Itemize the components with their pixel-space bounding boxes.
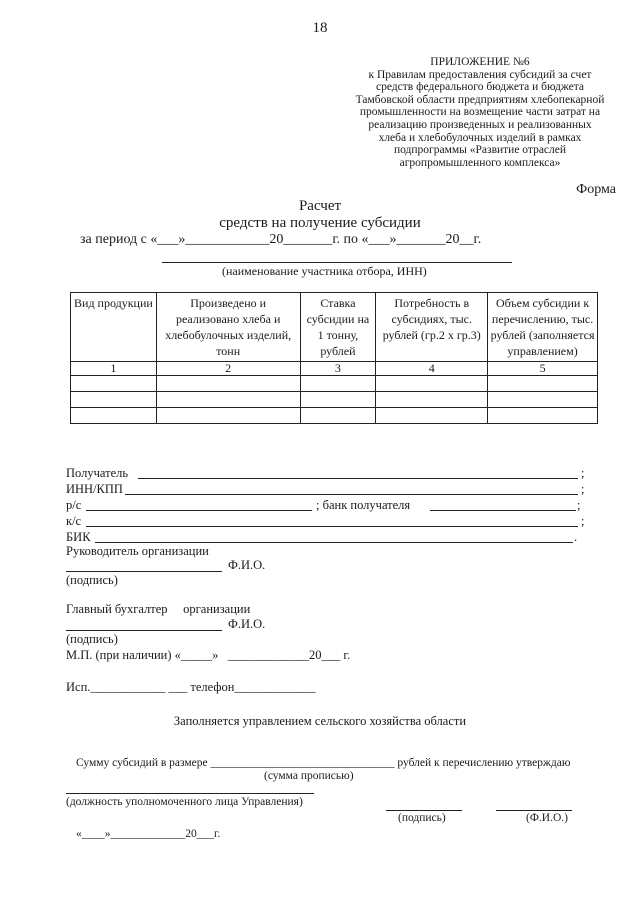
executor-phone-line: Исп.____________ ___ телефон_____________ xyxy=(66,680,316,694)
column-number: 3 xyxy=(300,362,376,376)
corr-account-label: к/с xyxy=(66,514,82,528)
column-number: 2 xyxy=(156,362,300,376)
approval-date-line: «____»_____________20___г. xyxy=(76,828,221,840)
table-cell[interactable] xyxy=(376,376,488,392)
document-title: Расчет xyxy=(298,198,342,214)
page-number: 18 xyxy=(312,20,328,36)
account-label: р/с xyxy=(66,498,82,512)
approve-line: Сумму субсидий в размере ________________________________ рублей к перечислению утверждаю xyxy=(76,757,571,769)
bik-field[interactable] xyxy=(95,542,573,543)
appendix-block xyxy=(330,56,630,169)
head-fio: Ф.И.О. xyxy=(228,558,266,572)
period-mark: . xyxy=(574,530,578,544)
head-signature-line[interactable] xyxy=(66,571,222,572)
table-cell[interactable] xyxy=(300,392,376,408)
document-subtitle: средств на получение субсидии xyxy=(219,215,421,231)
table-row xyxy=(71,376,598,392)
approver-signature-caption: (подпись) xyxy=(398,812,446,824)
header-produced: Произведено и реализовано хлеба и хлебобулочных изделий, тонн xyxy=(156,293,300,362)
appendix-line: агропромышленного комплекса» xyxy=(399,156,561,169)
appendix-line: подпрограммы «Развитие отраслей xyxy=(393,144,567,157)
table-cell[interactable] xyxy=(71,376,157,392)
accountant-fio: Ф.И.О. xyxy=(228,617,266,631)
recipient-label: Получатель xyxy=(66,466,129,480)
inn-field[interactable] xyxy=(125,494,578,495)
table-cell[interactable] xyxy=(376,408,488,424)
bank-label: ; банк получателя xyxy=(316,498,411,512)
head-signature-caption: (подпись) xyxy=(66,573,118,587)
semicolon: ; xyxy=(577,498,581,512)
semicolon: ; xyxy=(581,482,585,496)
table-cell[interactable] xyxy=(300,376,376,392)
semicolon: ; xyxy=(581,514,585,528)
period-line: за период с «___»____________20_______г. по «___»_______20__г. xyxy=(80,232,482,247)
approver-fio-caption: (Ф.И.О.) xyxy=(526,812,568,824)
stamp-date-line: М.П. (при наличии) «_____» _____________20___ г. xyxy=(66,648,351,662)
table-cell[interactable] xyxy=(156,392,300,408)
appendix-line: средств федерального бюджета и бюджета xyxy=(375,81,584,94)
participant-name-line xyxy=(162,262,512,263)
participant-caption: (наименование участника отбора, ИНН) xyxy=(222,264,427,278)
accountant-label: Главный бухгалтер организации xyxy=(66,602,251,616)
table-header-row xyxy=(71,293,598,362)
form-label: Форма xyxy=(576,182,616,197)
header-amount: Объем субсидии к перечислению, тыс. рублей (заполняется управлением) xyxy=(488,293,598,362)
column-number: 1 xyxy=(71,362,157,376)
semicolon: ; xyxy=(581,466,585,480)
position-line[interactable] xyxy=(66,793,314,794)
account-field[interactable] xyxy=(86,510,312,511)
sum-caption: (сумма прописью) xyxy=(264,770,354,782)
header-rate: Ставка субсидии на 1 тонну, рублей xyxy=(300,293,376,362)
table-cell[interactable] xyxy=(300,408,376,424)
table-row xyxy=(71,408,598,424)
accountant-signature-line[interactable] xyxy=(66,630,222,631)
appendix-line: ПРИЛОЖЕНИЕ №6 xyxy=(430,56,530,68)
appendix-line: промышленности на возмещение части затрат на xyxy=(359,106,601,119)
column-number: 5 xyxy=(488,362,598,376)
table-cell[interactable] xyxy=(71,408,157,424)
inn-label: ИНН/КПП xyxy=(66,482,123,496)
column-number: 4 xyxy=(376,362,488,376)
appendix-line: реализацию произведенных и реализованных xyxy=(368,118,592,131)
table-cell[interactable] xyxy=(71,392,157,408)
table-cell[interactable] xyxy=(156,408,300,424)
table-cell[interactable] xyxy=(488,408,598,424)
approver-fio-line[interactable] xyxy=(496,810,572,811)
recipient-field[interactable] xyxy=(138,478,578,479)
accountant-signature-caption: (подпись) xyxy=(66,632,118,646)
table-cell[interactable] xyxy=(156,376,300,392)
table-number-row xyxy=(71,362,598,376)
appendix-line: хлеба и хлебобулочных изделий в рамках xyxy=(378,131,582,144)
position-caption: (должность уполномоченного лица Управления) xyxy=(66,796,303,808)
table-cell[interactable] xyxy=(488,392,598,408)
subsidy-table xyxy=(70,292,598,424)
header-need: Потребность в субсидиях, тыс. рублей (гр.2 х гр.3) xyxy=(376,293,488,362)
head-label: Руководитель организации xyxy=(66,544,209,558)
appendix-line: Тамбовской области предприятиям хлебопекарной xyxy=(355,93,605,106)
header-product-type: Вид продукции xyxy=(71,293,157,362)
approver-signature-line[interactable] xyxy=(386,810,462,811)
table-cell[interactable] xyxy=(488,376,598,392)
table-row xyxy=(71,392,598,408)
department-heading: Заполняется управлением сельского хозяйства области xyxy=(173,714,467,728)
table-cell[interactable] xyxy=(376,392,488,408)
appendix-line: к Правилам предоставления субсидий за счет xyxy=(368,68,592,81)
bik-label: БИК xyxy=(66,530,91,544)
corr-account-field[interactable] xyxy=(86,526,578,527)
bank-field[interactable] xyxy=(430,510,576,511)
